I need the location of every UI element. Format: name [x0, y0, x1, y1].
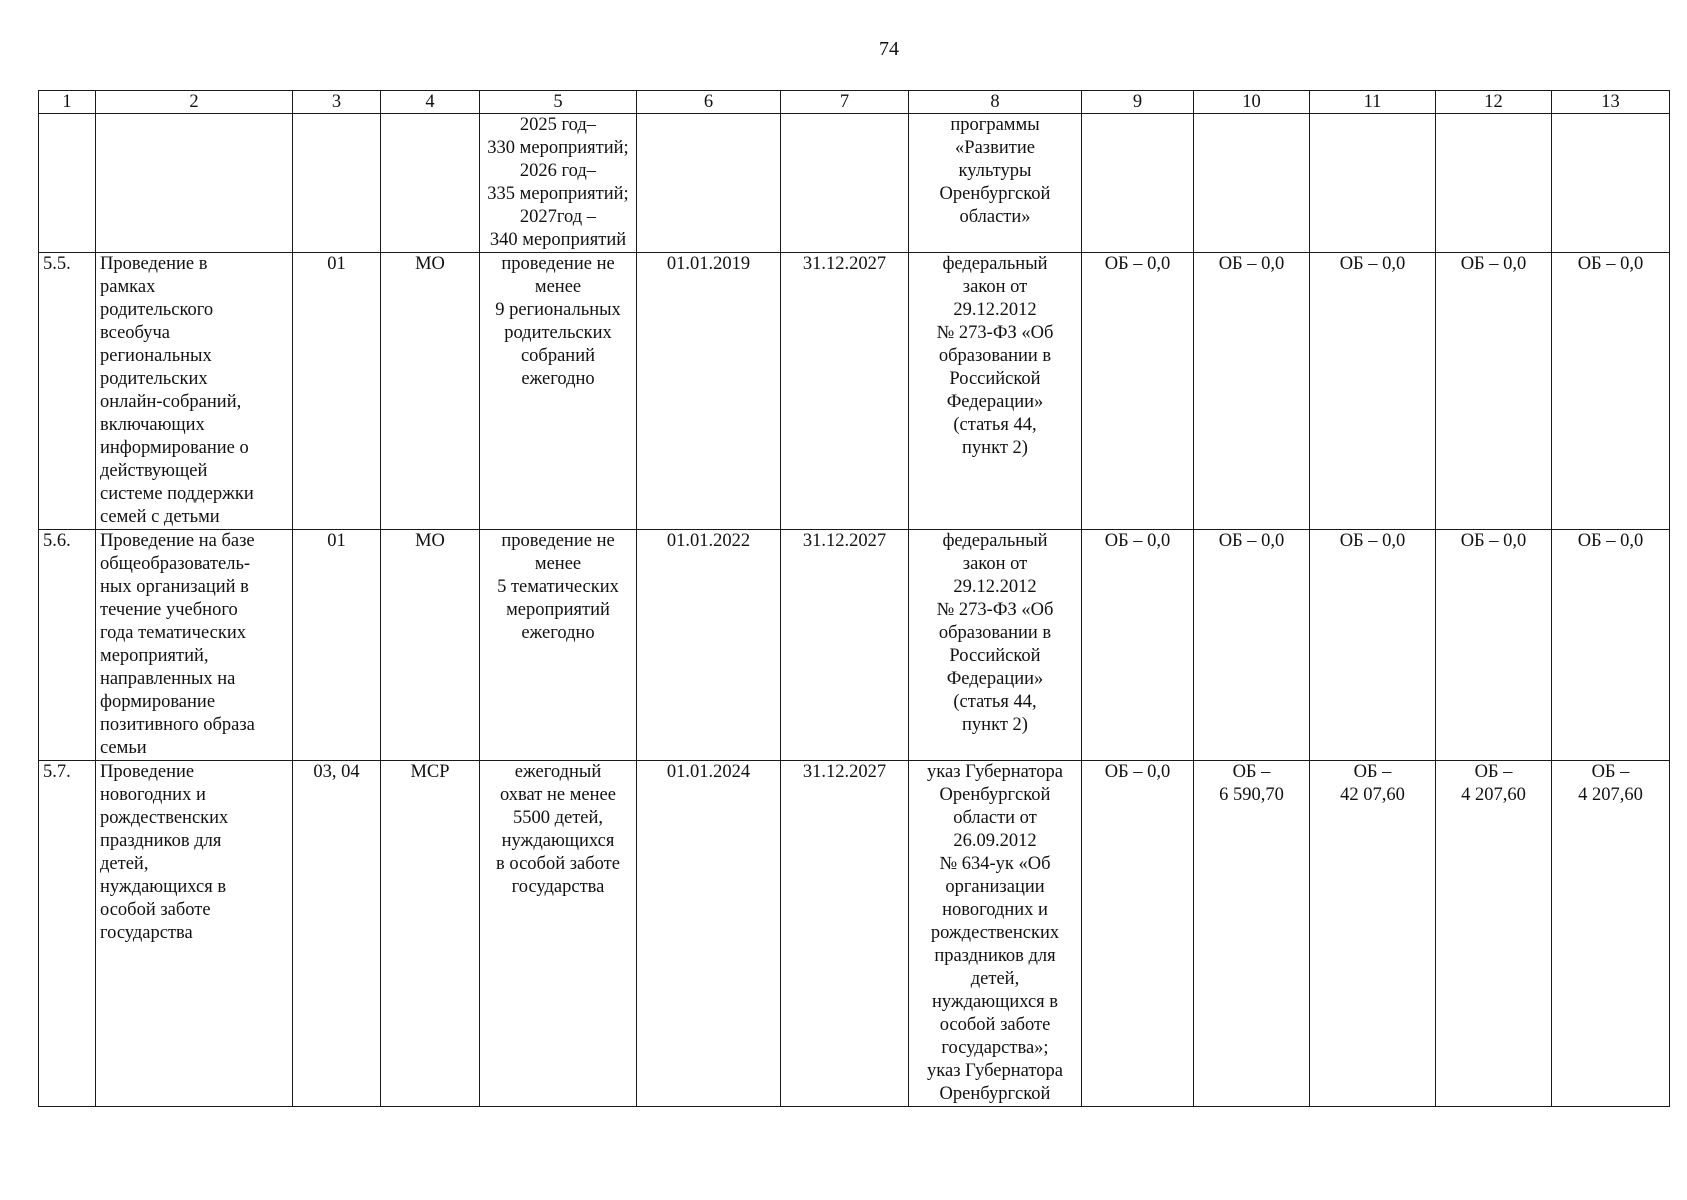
cell-funding-11: ОБ – 42 07,60 — [1310, 761, 1436, 1107]
cell-funding-12: ОБ – 0,0 — [1436, 530, 1552, 761]
cell-indicator: ежегодный охват не менее 5500 детей, нуждающихся в особой заботе государства — [480, 761, 637, 1107]
cell-end-date: 31.12.2027 — [781, 253, 909, 530]
cell-col4 — [381, 114, 480, 253]
cell-end-date: 31.12.2027 — [781, 530, 909, 761]
cell-id: 5.5. — [39, 253, 96, 530]
cell-end-date — [781, 114, 909, 253]
cell-funding-13: ОБ – 0,0 — [1552, 253, 1670, 530]
column-header-4: 4 — [381, 91, 480, 114]
cell-id — [39, 114, 96, 253]
cell-col4: МО — [381, 530, 480, 761]
cell-start-date: 01.01.2022 — [637, 530, 781, 761]
cell-funding-9: ОБ – 0,0 — [1082, 761, 1194, 1107]
column-header-9: 9 — [1082, 91, 1194, 114]
cell-indicator: проведение не менее 9 региональных родительских собраний ежегодно — [480, 253, 637, 530]
column-header-11: 11 — [1310, 91, 1436, 114]
cell-start-date: 01.01.2019 — [637, 253, 781, 530]
cell-col3 — [293, 114, 381, 253]
cell-col3: 01 — [293, 530, 381, 761]
table-row-5-7 — [39, 761, 1670, 1107]
cell-funding-9: ОБ – 0,0 — [1082, 530, 1194, 761]
cell-funding-11: ОБ – 0,0 — [1310, 530, 1436, 761]
page-number: 74 — [879, 38, 899, 60]
column-header-7: 7 — [781, 91, 909, 114]
column-header-8: 8 — [909, 91, 1082, 114]
column-header-6: 6 — [637, 91, 781, 114]
column-header-3: 3 — [293, 91, 381, 114]
column-header-1: 1 — [39, 91, 96, 114]
column-header-2: 2 — [96, 91, 293, 114]
cell-name — [96, 114, 293, 253]
cell-funding-10: ОБ – 0,0 — [1194, 253, 1310, 530]
cell-col3: 01 — [293, 253, 381, 530]
cell-start-date: 01.01.2024 — [637, 761, 781, 1107]
cell-col4: МО — [381, 253, 480, 530]
table-row-continuation — [39, 114, 1670, 253]
cell-id: 5.6. — [39, 530, 96, 761]
cell-funding-12: ОБ – 0,0 — [1436, 253, 1552, 530]
cell-indicator: проведение не менее 5 тематических мероприятий ежегодно — [480, 530, 637, 761]
cell-name: Проведение новогодних и рождественских праздников для детей, нуждающихся в особой заботе государства — [96, 761, 293, 1107]
cell-funding-10: ОБ – 6 590,70 — [1194, 761, 1310, 1107]
cell-funding-13 — [1552, 114, 1670, 253]
cell-funding-10: ОБ – 0,0 — [1194, 530, 1310, 761]
cell-start-date — [637, 114, 781, 253]
cell-funding-13: ОБ – 4 207,60 — [1552, 761, 1670, 1107]
cell-basis: федеральный закон от 29.12.2012 № 273-ФЗ «Об образовании в Российской Федерации» (статья 44, пункт 2) — [909, 530, 1082, 761]
column-header-10: 10 — [1194, 91, 1310, 114]
cell-basis: указ Губернатора Оренбургской области от 26.09.2012 № 634-ук «Об организации новогодних и рождественских праздников для детей, нуждающихся в особой заботе государства»; указ Губернатора Оренбургской — [909, 761, 1082, 1107]
column-header-5: 5 — [480, 91, 637, 114]
column-header-12: 12 — [1436, 91, 1552, 114]
cell-col3: 03, 04 — [293, 761, 381, 1107]
cell-funding-13: ОБ – 0,0 — [1552, 530, 1670, 761]
cell-basis: программы «Развитие культуры Оренбургской области» — [909, 114, 1082, 253]
cell-funding-11 — [1310, 114, 1436, 253]
cell-basis: федеральный закон от 29.12.2012 № 273-ФЗ «Об образовании в Российской Федерации» (статья 44, пункт 2) — [909, 253, 1082, 530]
cell-funding-9 — [1082, 114, 1194, 253]
cell-name: Проведение на базе общеобразователь- ных организаций в течение учебного года тематических мероприятий, направленных на формирование позитивного образа семьи — [96, 530, 293, 761]
header-row — [39, 91, 1670, 114]
cell-end-date: 31.12.2027 — [781, 761, 909, 1107]
cell-indicator: 2025 год– 330 мероприятий; 2026 год– 335 мероприятий; 2027год – 340 мероприятий — [480, 114, 637, 253]
table-row-5-6 — [39, 530, 1670, 761]
cell-id: 5.7. — [39, 761, 96, 1107]
cell-funding-10 — [1194, 114, 1310, 253]
measures-table — [38, 90, 1670, 1107]
cell-name: Проведение в рамках родительского всеобуча региональных родительских онлайн-собраний, включающих информирование о действующей системе поддержки семей с детьми — [96, 253, 293, 530]
table-row-5-5 — [39, 253, 1670, 530]
cell-funding-12: ОБ – 4 207,60 — [1436, 761, 1552, 1107]
column-header-13: 13 — [1552, 91, 1670, 114]
cell-col4: МСР — [381, 761, 480, 1107]
cell-funding-9: ОБ – 0,0 — [1082, 253, 1194, 530]
cell-funding-11: ОБ – 0,0 — [1310, 253, 1436, 530]
cell-funding-12 — [1436, 114, 1552, 253]
